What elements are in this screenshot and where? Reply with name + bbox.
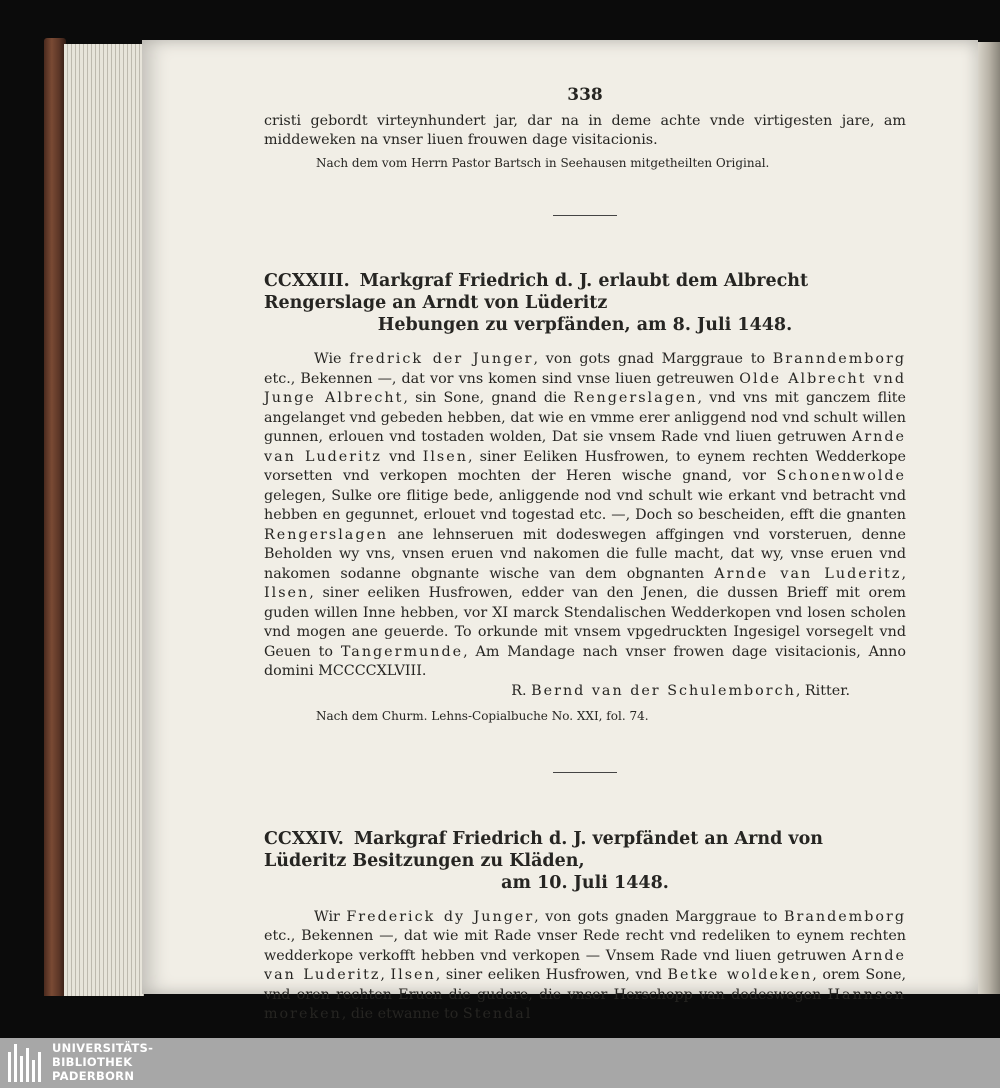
document-body-ccxxiv: Wir Frederick dy Junger, von gots gnaden Marggraue to Brandemborg etc., Bekennen —, dat wie mit Rade vnser Rede recht vnd redeliken to eynem rechten wedderkope verkofft hebben vnd verkopen — Vnsem Rade vnd liuen getruwen Arnde van Luderitz, Ilsen, siner eeliken Husfrowen, vnd Betke woldeken, orem Sone, vnd oren rechten Eruen die gudere, die vnser Herschopp van dodeswegen Hannsen moreken, die etwanne to Stendal	[264, 908, 906, 1022]
signatory-name: Bernd van der Schulemborch	[531, 682, 796, 699]
spaced-name: Rengerslagen	[264, 526, 389, 543]
spaced-name: Ilsen	[422, 448, 468, 465]
section-divider	[553, 772, 617, 773]
spaced-name: Olde Albrecht vnd Junge Albrecht	[264, 370, 906, 406]
book-cover-edge	[44, 38, 66, 1000]
heading-line-1: Markgraf Friedrich d. J. verpfändet an Arnd von Lüderitz Besitzungen zu Kläden,	[264, 828, 823, 871]
spaced-name: Rengerslagen	[573, 390, 698, 406]
document-number: CCXXIII.	[264, 271, 350, 291]
library-name: UNIVERSITÄTS- BIBLIOTHEK PADERBORN	[52, 1041, 154, 1083]
spaced-name: Branndemborg	[772, 351, 906, 367]
page-content	[264, 86, 906, 1025]
source-note-prev: Nach dem vom Herrn Pastor Bartsch in Seehausen mitgetheilten Original.	[316, 155, 770, 170]
spaced-name: Arnde van Luderitz	[714, 565, 902, 582]
spaced-name: Arnde van Luderitz	[264, 947, 906, 983]
signature-line: R. Bernd van der Schulemborch, Ritter.	[511, 682, 850, 699]
previous-document-ending: cristi gebordt virteynhundert jar, dar na in deme achte vnde virtigesten jare, am middeweken na vnser liuen frouwen dage visitacionis.	[264, 112, 906, 148]
spaced-name: Hannsen moreken	[264, 986, 906, 1022]
heading-line-1: Markgraf Friedrich d. J. erlaubt dem Albrecht Rengerslage an Arndt von Lüderitz	[264, 271, 809, 313]
library-logo-icon	[8, 1044, 48, 1082]
spaced-name: Arnde van Luderitz	[264, 429, 906, 465]
spaced-name: Ilsen	[264, 585, 310, 601]
section-divider	[553, 215, 617, 216]
heading-line-2: am 10. Juli 1448.	[501, 872, 669, 893]
page-stack	[64, 44, 144, 996]
document-number: CCXXIV.	[264, 828, 344, 849]
source-note-ccxxiii: Nach dem Churm. Lehns-Copialbuche No. XXI, fol. 74.	[316, 709, 649, 723]
document-heading-ccxxiv	[264, 828, 906, 894]
spaced-name: Frederick dy Junger	[346, 908, 535, 925]
heading-line-2: Hebungen zu verpfänden, am 8. Juli 1448.	[377, 315, 793, 335]
spaced-name: Brandemborg	[784, 908, 906, 925]
library-footer-bar	[0, 1038, 1000, 1088]
spaced-name: Betke woldeken	[667, 967, 813, 983]
spaced-name: fredrick der Junger	[349, 351, 534, 367]
spaced-name: Ilsen	[390, 967, 436, 983]
document-body-ccxxiii: Wie fredrick der Junger, von gots gnad Marggraue to Branndemborg etc., Bekennen —, dat vor vns komen sind vnse liuen getreuwen Olde Albrecht vnd Junge Albrecht, sin Sone, gnand die Rengerslagen, vnd vns mit ganczem flite angelanget vnd gebeden hebben, dat wie en vmme erer anliggend nod vnd schult willen gunnen, erlouen vnd tostaden wolden, Dat sie vnsem Rade vnd liuen getruwen Arnde van Luderitz vnd Ilsen, siner Eeliken Husfrowen, to eynem rechten Wedderkope vorsetten vnd verkopen mochten der Heren wische gnand, vor Schonenwolde gelegen, Sulke ore flitige bede, anliggende nod vnd schult wie erkant vnd betracht vnd hebben en gegunnet, erlouet vnd togestad etc. —, Doch so bescheiden, efft die gnanten Rengerslagen ane lehnseruen mit dodeswegen affgingen vnd vorsteruen, denne Beholden wy vns, vnsen eruen vnd nakomen die fulle macht, dat wy, vnse eruen vnd nakomen sodanne obgnante wische van dem obgnanten Arnde van Luderitz, Ilsen, siner eeliken Husfrowen, edder van den Jenen, die dussen Brieff mit orem guden willen Inne hebben, vor XI marck Stendalischen Wedderkopen vnd losen scholen vnd mogen ane geuerde. To orkunde mit vnsem vpgedruckten Ingesigel vorsegelt vnd Geuen to Tangermunde, Am Mandage nach vnser frowen dage visitacionis, Anno domini MCCCCXLVIII.	[264, 351, 907, 679]
spaced-name: Tangermunde	[340, 643, 464, 660]
page-number: 338	[567, 85, 603, 105]
spaced-name: Stendal	[462, 1006, 533, 1022]
spaced-name: Schonenwolde	[776, 468, 906, 484]
facing-page-edge	[978, 42, 1000, 994]
document-heading-ccxxiii	[264, 270, 906, 336]
